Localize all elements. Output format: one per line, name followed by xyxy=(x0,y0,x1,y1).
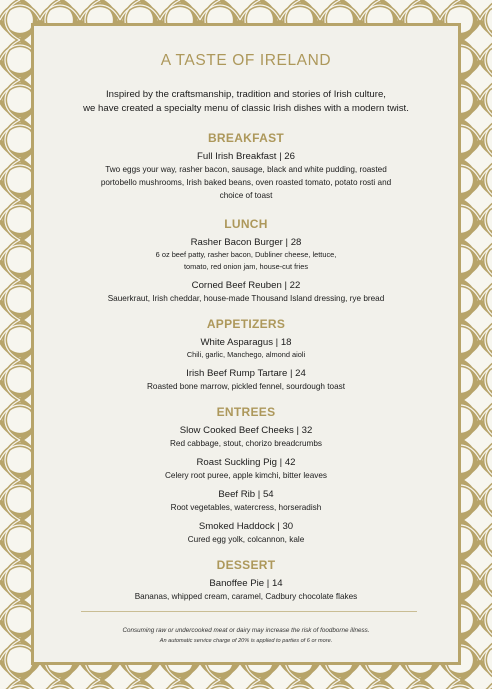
menu-title: A TASTE OF IRELAND xyxy=(160,52,332,69)
footer-service-charge: An automatic service charge of 20% is applied to parties of 6 or more. xyxy=(159,638,333,644)
menu-item xyxy=(34,367,458,393)
dish-description-line: Bananas, whipped cream, caramel, Cadbury chocolate flakes xyxy=(134,592,358,601)
dish-description-line: Sauerkraut, Irish cheddar, house-made Thousand Island dressing, rye bread xyxy=(107,294,385,303)
dish-description-line: Celery root puree, apple kimchi, bitter leaves xyxy=(164,471,327,480)
section-lunch xyxy=(34,217,458,305)
intro-line: Inspired by the craftsmanship, tradition and stories of Irish culture, xyxy=(106,89,386,100)
menu-item xyxy=(34,456,458,482)
dish-name: Full Irish Breakfast | 26 xyxy=(197,151,295,162)
menu-item xyxy=(34,488,458,514)
section-heading: DESSERT xyxy=(216,558,276,572)
menu-item xyxy=(34,520,458,546)
dish-description-line: Red cabbage, stout, chorizo breadcrumbs xyxy=(169,439,322,448)
dish-name: Beef Rib | 54 xyxy=(218,489,274,500)
dish-description-line: Chili, garlic, Manchego, almond aioli xyxy=(186,350,306,359)
section-heading: LUNCH xyxy=(224,217,268,231)
menu-item xyxy=(34,336,458,361)
dish-description-line: Roasted bone marrow, pickled fennel, sourdough toast xyxy=(147,382,345,391)
section-dessert xyxy=(34,558,458,603)
dish-name: Smoked Haddock | 30 xyxy=(198,521,294,532)
dish-name: Slow Cooked Beef Cheeks | 32 xyxy=(179,425,313,436)
section-heading: ENTREES xyxy=(216,405,276,419)
section-heading: BREAKFAST xyxy=(207,131,285,145)
menu-item xyxy=(34,236,458,273)
dish-description-line: tomato, red onion jam, house-cut fries xyxy=(183,262,309,271)
footer-disclaimer: Consuming raw or undercooked meat or dairy may increase the risk of foodborne illness. xyxy=(122,627,370,634)
dish-name: Rasher Bacon Burger | 28 xyxy=(190,237,302,248)
section-heading: APPETIZERS xyxy=(206,317,286,331)
menu-panel xyxy=(31,23,461,665)
section-entrees xyxy=(34,405,458,546)
section-breakfast xyxy=(34,131,458,202)
intro-line: we have created a specialty menu of classic Irish dishes with a modern twist. xyxy=(83,103,409,114)
dish-description-line: portobello mushrooms, Irish baked beans, oven roasted tomato, potato rosti and xyxy=(100,178,392,187)
menu-item xyxy=(34,424,458,450)
dish-name: White Asparagus | 18 xyxy=(200,337,292,348)
dish-name: Irish Beef Rump Tartare | 24 xyxy=(186,368,306,379)
menu-item xyxy=(34,577,458,603)
dish-description-line: Root vegetables, watercress, horseradish xyxy=(170,503,322,512)
dish-name: Corned Beef Reuben | 22 xyxy=(191,280,301,291)
dish-description-line: choice of toast xyxy=(219,191,273,200)
dish-description-line: Cured egg yolk, colcannon, kale xyxy=(187,535,305,544)
menu-intro xyxy=(66,88,426,116)
dish-name: Banoffee Pie | 14 xyxy=(209,578,283,589)
section-appetizers xyxy=(34,317,458,393)
dish-name: Roast Suckling Pig | 42 xyxy=(196,457,296,468)
menu-item xyxy=(34,279,458,305)
dish-description-line: Two eggs your way, rasher bacon, sausage, black and white pudding, roasted xyxy=(105,165,387,174)
footer-divider xyxy=(81,611,417,612)
menu-footer xyxy=(34,625,458,647)
dish-description-line: 6 oz beef patty, rasher bacon, Dubliner cheese, lettuce, xyxy=(155,250,337,259)
